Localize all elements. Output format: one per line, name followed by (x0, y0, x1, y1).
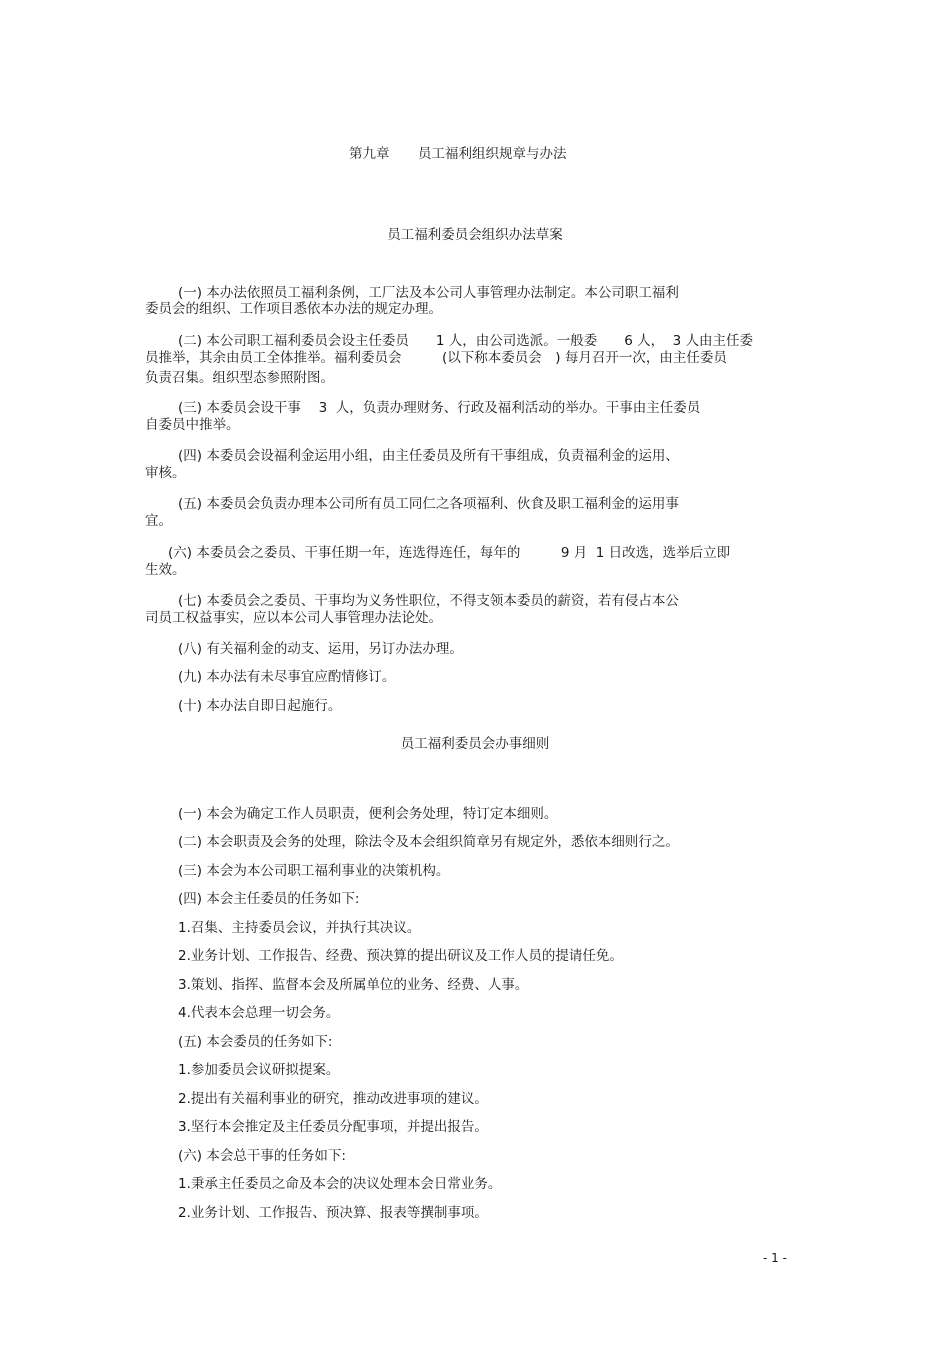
section2-line: 2.业务计划、工作报告、预决算、报表等撰制事项。 (178, 1205, 488, 1221)
section1-line: 负责召集。组织型态参照附图。 (145, 370, 334, 386)
section2-line: (三) 本会为本公司职工福利事业的决策机构。 (178, 863, 450, 879)
section1-line: (九) 本办法有未尽事宜应酌情修订。 (178, 669, 396, 685)
section1-line: (五) 本委员会负责办理本公司所有员工同仁之各项福利、伙食及职工福利金的运用事 (178, 496, 679, 512)
section1-line: 自委员中推举。 (145, 417, 240, 433)
chapter-title: 员工福利组织规章与办法 (418, 146, 567, 162)
section2-line: 2.提出有关福利事业的研究，推动改进事项的建议。 (178, 1091, 488, 1107)
section2-title: 员工福利委员会办事细则 (400, 736, 550, 752)
page-number: - 1 - (763, 1251, 787, 1265)
section2-line: 1.秉承主任委员之命及本会的决议处理本会日常业务。 (178, 1176, 502, 1192)
section2-line: (一) 本会为确定工作人员职责，便利会务处理，特订定本细则。 (178, 806, 558, 822)
section1-line: 员推举，其余由员工全体推举。福利委员会 (以下称本委员会 ) 每月召开一次，由主任委员 (145, 350, 727, 366)
section2-line: 3.坚行本会推定及主任委员分配事项，并提出报告。 (178, 1119, 488, 1135)
section2-line: 1.召集、主持委员会议，并执行其决议。 (178, 920, 421, 936)
section1-title: 员工福利委员会组织办法草案 (387, 227, 563, 243)
section1-line: (三) 本委员会设干事 3 人，负责办理财务、行政及福利活动的举办。干事由主任委员 (178, 400, 701, 416)
section2-line: (五) 本会委员的任务如下: (178, 1034, 333, 1050)
section1-line: (八) 有关福利金的动支、运用，另订办法办理。 (178, 641, 463, 657)
section2-line: 1.参加委员会议研拟提案。 (178, 1062, 340, 1078)
section2-line: 4.代表本会总理一切会务。 (178, 1005, 340, 1021)
section2-line: 2.业务计划、工作报告、经费、预决算的提出研议及工作人员的提请任免。 (178, 948, 623, 964)
chapter-number: 第九章 (349, 146, 390, 162)
section1-line: 宜。 (145, 513, 172, 529)
section1-line: 司员工权益事实，应以本公司人事管理办法论处。 (145, 610, 442, 626)
section2-line: (四) 本会主任委员的任务如下: (178, 891, 360, 907)
section2-line: (六) 本会总干事的任务如下: (178, 1148, 346, 1164)
section1-line: (四) 本委员会设福利金运用小组，由主任委员及所有干事组成，负责福利金的运用、 (178, 448, 679, 464)
section1-line: 委员会的组织、工作项目悉依本办法的规定办理。 (145, 301, 442, 317)
section1-line: 审核。 (145, 465, 186, 481)
section1-line: (七) 本委员会之委员、干事均为义务性职位，不得支领本委员的薪资，若有侵占本公 (178, 593, 679, 609)
section1-line: (一) 本办法依照员工福利条例，工厂法及本公司人事管理办法制定。本公司职工福利 (178, 285, 679, 301)
section2-line: 3.策划、指挥、监督本会及所属单位的业务、经费、人事。 (178, 977, 529, 993)
section1-line: (十) 本办法自即日起施行。 (178, 698, 342, 714)
section1-line: 生效。 (145, 562, 186, 578)
section1-line: (六) 本委员会之委员、干事任期一年，连选得连任，每年的 9 月 1 日改选，选举后立即 (168, 545, 731, 561)
section2-line: (二) 本会职责及会务的处理，除法令及本会组织简章另有规定外，悉依本细则行之。 (178, 834, 679, 850)
section1-line: (二) 本公司职工福利委员会设主任委员 1 人，由公司选派。一般委 6 人， 3 人由主任委 (178, 333, 754, 349)
